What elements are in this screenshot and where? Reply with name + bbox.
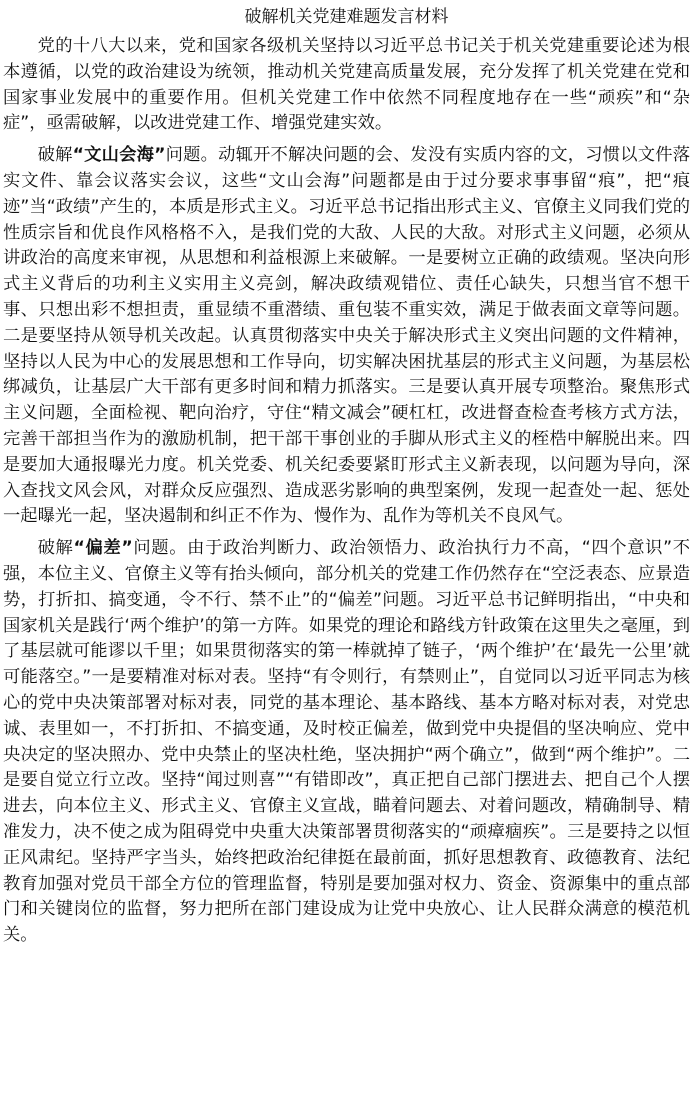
paragraph-body-text: 问题。由于政治判断力、政治领悟力、政治执行力不高，“四个意识”不强，本位主义、官僚主义等有抬头倾向，部分机关的党建工作仍然存在“空泛表态、应景造势，打折扣、搞变通，令不行、禁不止”的“偏差”问题。习近平总书记鲜明指出，“中央和国家机关是践行‘两个维护’的第一方阵。如果党的理论和路线方针政策在这里失之毫厘，到了基层就可能谬以千里；如果贯彻落实的第一棒就掉了链子，‘两个维护’在‘最先一公里’就可能落空。”一是要精准对标对表。坚持“有令则行，有禁则止”，自觉同以习近平同志为核心的党中央决策部署对标对表，同党的基本理论、基本路线、基本方略对标对表，对党忠诚、表里如一，不打折扣、不搞变通，及时校正偏差，做到党中央提倡的坚决响应、党中央决定的坚决照办、党中央禁止的坚决杜绝，坚决拥护“两个确立”，做到“两个维护”。二是要自觉立行立改。坚持“闻过则喜”“有错即改”，真正把自己部门摆进去、把自己个人摆进去，向本位主义、形式主义、官僚主义宣战，瞄着问题去、对着问题改，精确制导、精准发力，决不使之成为阻碍党中央重大决策部署贯彻落实的“顽瘴痼疾”。三是要持之以恒正风肃纪。坚持严字当头，始终把政治纪律挺在最前面，抓好思想教育、政德教育、法纪教育加强对党员干部全方位的管理监督，特别是要加强对权力、资金、资源集中的重点部门和关键岗位的监督，努力把所在部门建设成为让党中央放心、让人民群众满意的模范机关。 <box>3 538 690 946</box>
paragraph-lead-keyword: “文山会海” <box>72 145 166 166</box>
document-title: 破解机关党建难题发言材料 <box>244 7 449 27</box>
paragraph-wenshan-huihai <box>3 143 690 530</box>
paragraph-intro-text: 党的十八大以来，党和国家各级机关坚持以习近平总书记关于机关党建重要论述为根本遵循，以党的政治建设为统领，推动机关党建高质量发展，充分发挥了机关党建在党和国家事业发展中的重要作用。但机关党建工作中依然不同程度地存在一些“顽疾”和“杂症”，亟需破解，以改进党建工作、增强党建实效。 <box>3 36 690 134</box>
paragraph-prefix: 破解 <box>37 145 73 166</box>
paragraph-lead-keyword: “偏差” <box>73 538 133 559</box>
paragraph-piancha <box>3 536 690 949</box>
paragraph-body-text: 问题。动辄开不解决问题的会、发没有实质内容的文，习惯以文件落实文件、靠会议落实会议，这些“文山会海”问题都是由于过分要求事事留“痕”，把“痕迹”当“政绩”产生的，本质是形式主义。习近平总书记指出形式主义、官僚主义同我们党的性质宗旨和优良作风格格不入，是我们党的大敌、人民的大敌。对形式主义问题，必须从讲政治的高度来审视，从思想和利益根源上来破解。一是要树立正确的政绩观。坚决向形式主义背后的功利主义实用主义亮剑，解决政绩观错位、责任心缺失，只想当官不想干事、只想出彩不想担责，重显绩不重潜绩、重包装不重实效，满足于做表面文章等问题。二是要坚持从领导机关改起。认真贯彻落实中央关于解决形式主义突出问题的文件精神，坚持以人民为中心的发展思想和工作导向，切实解决困扰基层的形式主义问题，为基层松绑减负，让基层广大干部有更多时间和精力抓落实。三是要认真开展专项整治。聚焦形式主义问题，全面检视、靶向治疗，守住“精文减会”硬杠杠，改进督查检查考核方式方法，完善干部担当作为的激励机制，把干部干事创业的手脚从形式主义的桎梏中解脱出来。四是要加大通报曝光力度。机关党委、机关纪委要紧盯形式主义新表现，以问题为导向，深入查找文风会风，对群众反应强烈、造成恶劣影响的典型案例，发现一起查处一起、惩处一起曝光一起，坚决遏制和纠正不作为、慢作为、乱作为等机关不良风气。 <box>3 145 690 527</box>
paragraph-intro <box>3 34 690 137</box>
paragraph-prefix: 破解 <box>37 538 74 559</box>
